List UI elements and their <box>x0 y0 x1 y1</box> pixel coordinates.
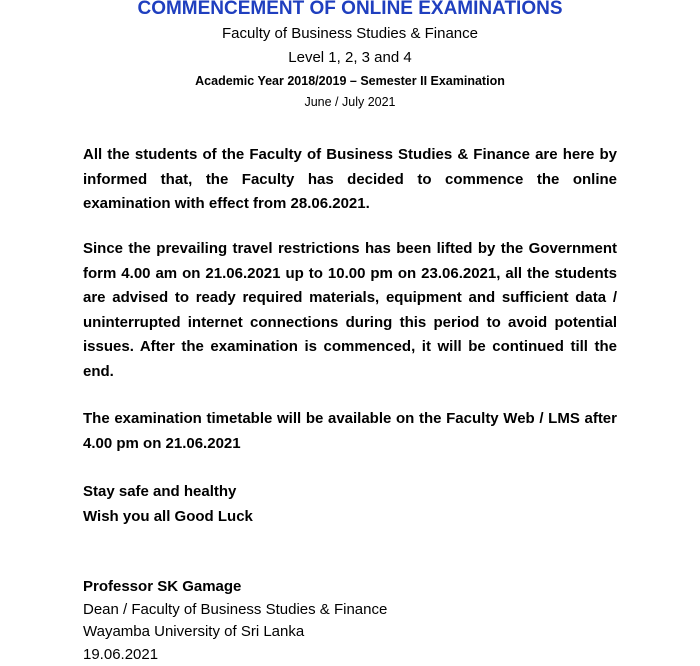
closing-line: Wish you all Good Luck <box>83 505 617 530</box>
paragraph-text: All the students of the Faculty of Business Studies & Finance are here by informed that, the Faculty has decided to commence the online examination with effect from 28.06.2021. <box>83 143 617 217</box>
closing-line: Stay safe and healthy <box>83 480 617 505</box>
levels-line: Level 1, 2, 3 and 4 <box>0 46 700 70</box>
faculty-name: Faculty of Business Studies & Finance <box>0 22 700 46</box>
signatory-position: Dean / Faculty of Business Studies & Finance <box>83 599 643 622</box>
closing-lines <box>83 480 617 529</box>
notice-header <box>0 0 700 112</box>
signature-block <box>83 576 643 666</box>
signatory-name: Professor SK Gamage <box>83 576 643 599</box>
paragraph-commencement <box>83 143 617 217</box>
institution-name: Wayamba University of Sri Lanka <box>83 621 643 644</box>
paragraph-text: Since the prevailing travel restrictions has been lifted by the Government form 4.00 am on 21.06.2021 up to 10.00 pm on 23.06.2021, all the students are advised to ready required materials, equipment and sufficient data / uninterrupted internet connections during this period to avoid potential issues. After the examination is commenced, it will be continued till the end. <box>83 237 617 384</box>
paragraph-timetable <box>83 407 617 456</box>
paragraph-travel-restrictions <box>83 237 617 384</box>
signature-date: 19.06.2021 <box>83 644 643 666</box>
paragraph-text: The examination timetable will be available on the Faculty Web / LMS after 4.00 pm on 21.06.2021 <box>83 407 617 456</box>
exam-period: June / July 2021 <box>0 92 700 112</box>
academic-year-line: Academic Year 2018/2019 – Semester II Examination <box>0 70 700 92</box>
notice-title: COMMENCEMENT OF ONLINE EXAMINATIONS <box>0 0 700 20</box>
